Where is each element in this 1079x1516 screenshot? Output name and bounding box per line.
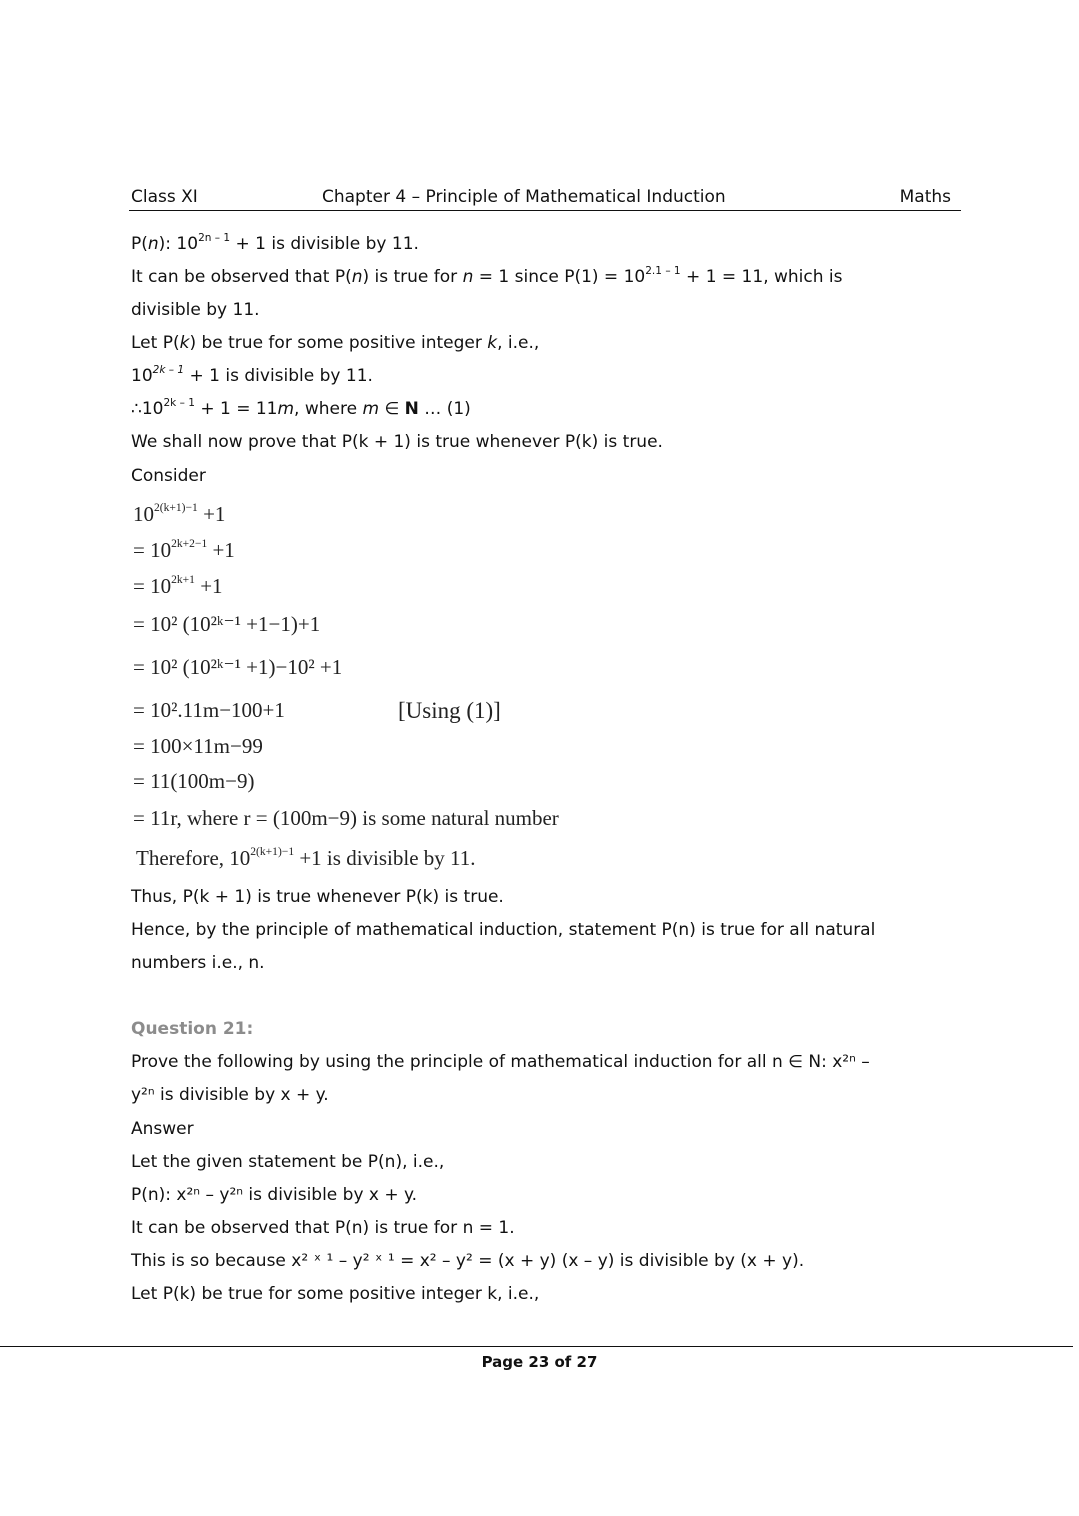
- text: 10: [150, 574, 172, 598]
- exponent: 2n – 1: [198, 232, 231, 245]
- q21-answer-line-4: This is so because x² ˣ ¹ – y² ˣ ¹ = x² – y² = (x + y) (x – y) is divisible by (x + y).: [131, 1251, 805, 1271]
- var: n: [462, 267, 474, 287]
- exponent: 2k – 1: [152, 364, 185, 377]
- derivation-step-3: [133, 574, 223, 599]
- q21-answer-line-2: P(n): x²ⁿ – y²ⁿ is divisible by x + y.: [131, 1185, 418, 1205]
- text: = 1 since P(1) = 10: [473, 267, 646, 287]
- q21-prompt-line-2: y²ⁿ is divisible by x + y.: [131, 1085, 329, 1105]
- text: ): 10: [158, 234, 199, 254]
- derivation-step-7: [133, 734, 263, 759]
- base-case-line-1: [131, 267, 843, 287]
- statement-pn: [131, 234, 419, 254]
- exponent: 2(k+1)−1: [154, 502, 198, 515]
- text: +1: [197, 502, 226, 526]
- derivation-step-6: [133, 698, 285, 723]
- text: =: [133, 806, 151, 830]
- var: m: [362, 399, 380, 419]
- text: +1 is divisible by 11.: [294, 846, 476, 870]
- text: ∈: [379, 399, 405, 419]
- text: =: [133, 698, 151, 722]
- text: + 1 = 11: [194, 399, 278, 419]
- header-chapter: Chapter 4 – Principle of Mathematical Induction: [322, 187, 726, 207]
- page-number: Page 23 of 27: [481, 1353, 598, 1371]
- exponent: 2k+2−1: [171, 538, 208, 551]
- prove-line: We shall now prove that P(k + 1) is true whenever P(k) is true.: [131, 432, 663, 452]
- text: , where: [294, 399, 363, 419]
- text: 11r, where r = (100m−9) is some natural number: [150, 806, 559, 830]
- var: n: [147, 234, 159, 254]
- text: Therefore, 10: [136, 846, 251, 870]
- thus-line: Thus, P(k + 1) is true whenever P(k) is true.: [131, 887, 504, 907]
- exponent: 2.1 – 1: [645, 265, 681, 278]
- consider-line: Consider: [131, 466, 206, 486]
- text: ) is true for: [362, 267, 463, 287]
- text: =: [133, 538, 151, 562]
- exponent: 2k – 1: [163, 397, 195, 410]
- derivation-step-8: [133, 769, 254, 794]
- hence-line-1: Hence, by the principle of mathematical induction, statement P(n) is true for all natural: [131, 920, 876, 940]
- header-subject: Maths: [899, 187, 951, 207]
- hence-line-2: numbers i.e., n.: [131, 953, 265, 973]
- exponent: 2(k+1)−1: [250, 846, 295, 859]
- text: + 1 is divisible by 11.: [184, 366, 373, 386]
- q21-answer-line-1: Let the given statement be P(n), i.e.,: [131, 1152, 445, 1172]
- text: +1: [207, 538, 235, 562]
- text: P(: [131, 234, 148, 254]
- text: =: [133, 769, 151, 793]
- var: k: [179, 333, 190, 353]
- text: + 1 is divisible by 11.: [230, 234, 419, 254]
- assume-line: [131, 333, 539, 353]
- text: 10: [131, 366, 153, 386]
- text: 10² (10²ᵏ⁻¹ +1−1)+1: [150, 612, 321, 636]
- text: 100×11m−99: [150, 734, 263, 758]
- q21-answer-line-3: It can be observed that P(n) is true for n = 1.: [131, 1218, 515, 1238]
- text: 10².11m−100+1: [150, 698, 285, 722]
- equation-1: [131, 399, 471, 419]
- text: … (1): [418, 399, 471, 419]
- derivation-step-9: [133, 806, 559, 831]
- var: k: [487, 333, 498, 353]
- derivation-step-5: [133, 655, 342, 680]
- text: 11(100m−9): [150, 769, 255, 793]
- page-header: [129, 186, 961, 211]
- exponent: 2k+1: [171, 574, 195, 587]
- text: 10: [133, 502, 154, 526]
- text: , i.e.,: [497, 333, 540, 353]
- q21-prompt-line-1: Prove the following by using the principle of mathematical induction for all n ∈ N: x²ⁿ –: [131, 1052, 870, 1072]
- text: ) be true for some positive integer: [189, 333, 488, 353]
- derivation-step-1: [133, 502, 225, 527]
- text: =: [133, 734, 151, 758]
- text: 10² (10²ᵏ⁻¹ +1)−10² +1: [150, 655, 343, 679]
- answer-label: Answer: [131, 1119, 194, 1139]
- text: =: [133, 655, 151, 679]
- text: ∴10: [131, 399, 164, 419]
- derivation-step-2: [133, 538, 235, 563]
- var: m: [277, 399, 295, 419]
- natural-numbers-symbol: N: [404, 399, 419, 419]
- therefore-line: [136, 846, 476, 871]
- var: n: [351, 267, 363, 287]
- text: It can be observed that P(: [131, 267, 352, 287]
- question-21-title: Question 21:: [131, 1019, 254, 1039]
- text: + 1 = 11, which is: [680, 267, 843, 287]
- base-case-line-2: divisible by 11.: [131, 300, 260, 320]
- assume-line-2: [131, 366, 373, 386]
- footer-divider: [0, 1346, 1073, 1347]
- text: 10: [150, 538, 172, 562]
- text: =: [133, 574, 151, 598]
- text: Let P(: [131, 333, 180, 353]
- using-eq1-note: [Using (1)]: [398, 698, 501, 723]
- derivation-step-4: [133, 612, 320, 637]
- q21-answer-line-5: Let P(k) be true for some positive integer k, i.e.,: [131, 1284, 540, 1304]
- text: =: [133, 612, 151, 636]
- header-class: Class XI: [131, 187, 198, 207]
- text: +1: [194, 574, 223, 598]
